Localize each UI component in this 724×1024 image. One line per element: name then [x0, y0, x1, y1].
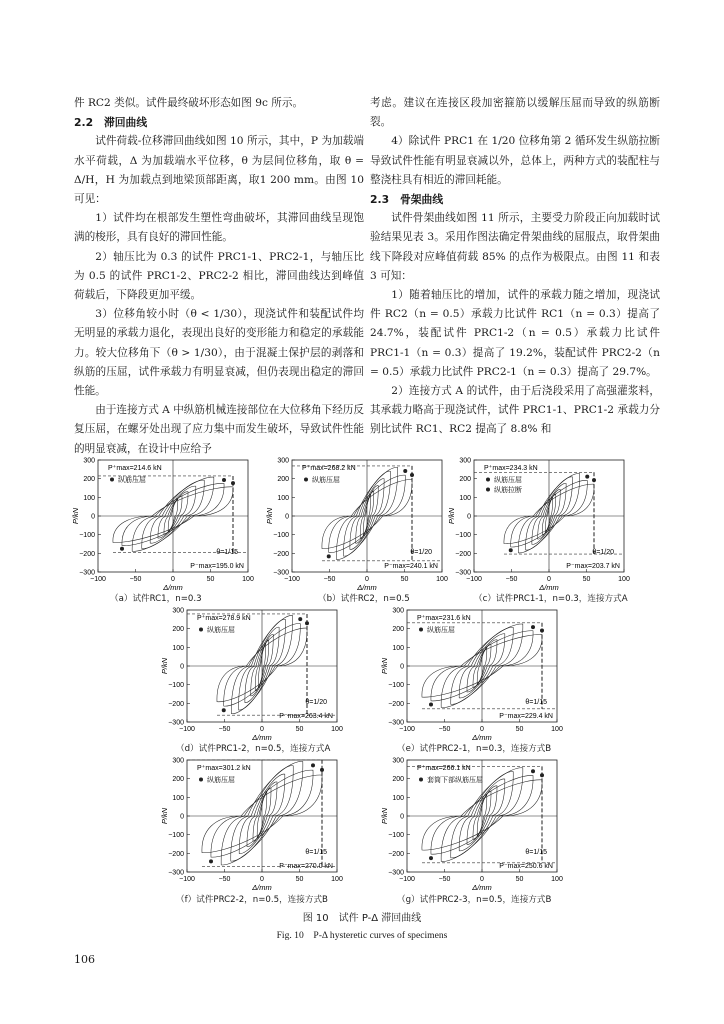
y-tick-label: 200: [172, 626, 184, 634]
paragraph: 1）试件均在根部发生塑性弯曲破坏，其滞回曲线呈现饱满的梭形，具有良好的滞回性能。: [74, 212, 364, 244]
x-tick-label: 50: [400, 576, 409, 583]
x-tick-label: −50: [218, 726, 231, 733]
x-tick-label: 100: [551, 726, 563, 733]
x-tick-label: −50: [505, 576, 518, 583]
x-tick-label: 100: [331, 876, 343, 883]
subfigure-caption-b: （b）试件RC2，n=0.5: [318, 594, 410, 604]
buckling-marker: [403, 469, 407, 473]
x-tick-label: −50: [323, 576, 336, 583]
section-heading-2-3: 2.3 骨架曲线: [370, 193, 444, 207]
drift-label: θ=1/15: [525, 849, 547, 856]
subfigure-caption-f: （f）试件PRC2-2，n=0.5，连接方式B: [176, 895, 328, 905]
hysteresis-chart-c: [447, 457, 630, 598]
x-tick-label: 0: [480, 726, 484, 733]
buckling-marker: [222, 708, 226, 712]
legend-label: 纵筋压屈: [494, 477, 522, 484]
peak-positive-label: P⁺max=214.6 kN: [108, 465, 162, 472]
legend-label: 纵筋压屈: [207, 777, 235, 784]
left-column: [74, 94, 364, 459]
x-tick-label: 100: [331, 726, 343, 733]
paragraph: 2）连接方式 A 的试件，由于后浇段采用了高强灌浆料，其承载力略高于现浇试件，试件 PRC1-1、PRC1-2 承载力分别比试件 RC1、RC2 提高了 8.8% 和: [370, 385, 660, 436]
y-tick-label: 0: [400, 663, 404, 671]
y-tick-label: 0: [285, 513, 289, 521]
buckling-marker: [222, 478, 226, 482]
legend-label: 纵筋压屈: [207, 627, 235, 634]
x-axis-label: Δ/mm: [163, 583, 183, 592]
paragraph: 4）除试件 PRC1 在 1/20 位移角第 2 循环发生纵筋拉断导致试件性能有明显衰减以外，总体上，两种方式的装配柱与整浇柱具有相近的滞回耗能。: [370, 135, 660, 186]
page-number: 106: [74, 953, 95, 966]
buckling-marker: [120, 547, 124, 551]
y-tick-label: 0: [467, 513, 471, 521]
y-tick-label: 300: [172, 607, 184, 615]
buckling-marker: [531, 625, 535, 629]
x-tick-label: 50: [295, 876, 304, 883]
paragraph: 3）位移角较小时（θ < 1/30），现浇试件和装配试件均无明显的承载力退化，表现出良好的变形能力和稳定的承载能力。较大位移角下（θ > 1/30），由于混凝土保护层的剥落和纵筋的压屈，试件承载力有明显衰减，但仍表现出稳定的滞回性能。: [74, 308, 364, 398]
buckling-marker: [305, 621, 309, 625]
y-tick-label: 300: [392, 757, 404, 765]
y-tick-label: 0: [180, 663, 184, 671]
buckling-marker: [320, 768, 324, 772]
legend-label: 纵筋拉断: [494, 487, 522, 494]
legend-label: 套筒下部纵筋压屈: [427, 777, 483, 784]
drift-label: θ=1/20: [305, 699, 327, 706]
y-axis-label: P/kN: [160, 807, 169, 825]
y-tick-label: −200: [455, 550, 471, 558]
y-tick-label: 100: [83, 494, 95, 502]
subfigure-caption-e: （e）试件PRC2-1，n=0.3，连接方式B: [397, 744, 552, 754]
legend-marker: [304, 478, 308, 482]
peak-positive-label: P⁺max=268.2 kN: [302, 465, 356, 472]
peak-negative-label: P⁻max=270.0 kN: [279, 863, 333, 870]
drift-label: θ=1/15: [305, 849, 327, 856]
paragraph: 件 RC2 类似。试件最终破坏形态如图 9c 所示。: [74, 97, 304, 109]
drift-label: θ=1/15: [525, 699, 547, 706]
buckling-marker: [540, 773, 544, 777]
section-heading-2-2: 2.2 滞回曲线: [74, 116, 148, 130]
y-tick-label: 100: [172, 644, 184, 652]
y-tick-label: −300: [388, 719, 404, 727]
drift-label: θ=1/20: [592, 549, 614, 556]
y-tick-label: −200: [79, 550, 95, 558]
y-axis-label: P/kN: [71, 507, 80, 525]
x-tick-label: 100: [551, 876, 563, 883]
y-tick-label: −100: [168, 832, 184, 840]
y-tick-label: 300: [277, 457, 289, 465]
legend-marker: [419, 778, 423, 782]
subfigure-caption-g: （g）试件PRC2-3，n=0.5，连接方式B: [397, 895, 552, 905]
y-tick-label: −200: [273, 550, 289, 558]
buckling-marker: [585, 475, 589, 479]
legend-label: 纵筋压屈: [312, 477, 340, 484]
peak-negative-label: P⁻max=263.4 kN: [279, 713, 333, 720]
y-tick-label: 300: [83, 457, 95, 465]
y-axis-label: P/kN: [380, 807, 389, 825]
paragraph: 1）随着轴压比的增加，试件的承载力随之增加，现浇试件 RC2（n = 0.5）承载力比试件 RC1（n = 0.3）提高了 24.7%，装配试件 PRC1-2（n = 0.5）承载力比试件 PRC1-1（n = 0.3）提高了 19.2%，装配试件 PRC2-2（n = 0.5）承载力比试件 PRC2-1（n = 0.3）提高了 29.7%。: [370, 289, 660, 378]
y-tick-label: −300: [455, 569, 471, 577]
legend-marker: [199, 628, 203, 632]
buckling-marker: [231, 481, 235, 485]
y-tick-label: −200: [388, 850, 404, 858]
legend-label: 纵筋压屈: [118, 477, 146, 484]
subfigure-caption-d: （d）试件PRC1-2，n=0.5，连接方式A: [176, 744, 331, 754]
buckling-marker: [327, 554, 331, 558]
x-tick-label: −50: [438, 876, 451, 883]
x-tick-label: −50: [438, 726, 451, 733]
x-tick-label: 0: [260, 876, 264, 883]
paragraph: 2）轴压比为 0.3 的试件 PRC1-1、PRC2-1，与轴压比为 0.5 的试件 PRC1-2、PRC2-2 相比，滞回曲线达到峰值荷载后，下降段更加平缓。: [74, 250, 364, 302]
y-tick-label: −100: [388, 832, 404, 840]
x-tick-label: 50: [582, 576, 591, 583]
paragraph: 试件荷载-位移滞回曲线如图 10 所示，其中，P 为加载端水平荷载，Δ 为加载端水平位移，θ 为层间位移角，取 θ = Δ/H，H 为加载点到地梁顶部距离，取1 200 mm。由图 10 可见：: [74, 135, 364, 206]
y-tick-label: 200: [392, 776, 404, 784]
y-tick-label: 100: [392, 794, 404, 802]
x-tick-label: 0: [260, 726, 264, 733]
drift-label: θ=1/15: [216, 549, 238, 556]
figure-caption-cn: 图 10 试件 P-Δ 滞回曲线: [302, 913, 422, 924]
peak-negative-label: P⁻max=250.6 kN: [499, 863, 553, 870]
y-tick-label: −100: [168, 682, 184, 690]
y-axis-label: P/kN: [380, 657, 389, 675]
buckling-marker: [429, 856, 433, 860]
x-tick-label: −100: [179, 876, 195, 883]
x-tick-label: 50: [515, 876, 524, 883]
y-tick-label: −300: [273, 569, 289, 577]
x-tick-label: 0: [171, 576, 175, 583]
y-tick-label: 200: [459, 476, 471, 484]
y-tick-label: 0: [400, 813, 404, 821]
legend-marker: [486, 478, 490, 482]
buckling-marker: [209, 859, 213, 863]
paragraph: 考虑。建议在连接区段加密箍筋以缓解压屈而导致的纵筋断裂。: [370, 97, 660, 129]
y-tick-label: 0: [180, 813, 184, 821]
x-tick-label: 50: [295, 726, 304, 733]
y-tick-label: 0: [91, 513, 95, 521]
x-tick-label: 100: [242, 576, 254, 583]
y-tick-label: 300: [459, 457, 471, 465]
x-tick-label: −100: [90, 576, 106, 583]
x-tick-label: −100: [399, 726, 415, 733]
x-tick-label: −100: [179, 726, 195, 733]
x-tick-label: −50: [218, 876, 231, 883]
legend-marker: [110, 478, 114, 482]
subfigure-caption-a: （a）试件RC1，n=0.3: [110, 594, 202, 604]
legend-marker: [199, 778, 203, 782]
legend-marker: [419, 628, 423, 632]
x-tick-label: −100: [284, 576, 300, 583]
x-tick-label: 0: [480, 876, 484, 883]
peak-positive-label: P⁺max=301.2 kN: [197, 765, 251, 772]
y-tick-label: −300: [168, 869, 184, 877]
y-tick-label: −100: [388, 682, 404, 690]
subfigure-caption-c: （c）试件PRC1-1，n=0.3，连接方式A: [474, 594, 628, 604]
x-tick-label: 50: [206, 576, 215, 583]
y-axis-label: P/kN: [265, 507, 274, 525]
hysteresis-chart-e: [380, 607, 563, 748]
hysteresis-chart-f: [160, 757, 343, 898]
y-axis-label: P/kN: [160, 657, 169, 675]
peak-positive-label: P⁺max=234.3 kN: [484, 465, 538, 472]
hysteresis-chart-d: [160, 607, 343, 748]
x-tick-label: −100: [466, 576, 482, 583]
y-tick-label: −300: [79, 569, 95, 577]
x-axis-label: Δ/mm: [472, 733, 492, 742]
buckling-marker: [531, 769, 535, 773]
y-tick-label: −200: [168, 700, 184, 708]
buckling-marker: [311, 763, 315, 767]
peak-positive-label: P⁺max=266.1 kN: [417, 765, 471, 772]
hysteresis-chart-b: [265, 457, 448, 598]
x-tick-label: 50: [515, 726, 524, 733]
peak-positive-label: P⁺max=231.6 kN: [417, 615, 471, 622]
y-tick-label: −300: [168, 719, 184, 727]
legend-marker: [486, 488, 490, 492]
y-tick-label: −100: [273, 532, 289, 540]
paragraph: 由于连接方式 A 中纵筋机械连接部位在大位移角下经历反复压屈，在螺牙处出现了应力集中而发生破坏，导致试件性能的明显衰减，在设计中应给予: [74, 404, 364, 455]
y-tick-label: −100: [79, 532, 95, 540]
x-axis-label: Δ/mm: [539, 583, 559, 592]
buckling-marker: [509, 548, 513, 552]
right-column: [370, 94, 660, 440]
x-tick-label: −100: [399, 876, 415, 883]
y-tick-label: 100: [459, 494, 471, 502]
buckling-marker: [540, 629, 544, 633]
x-axis-label: Δ/mm: [252, 733, 272, 742]
x-tick-label: 100: [618, 576, 630, 583]
y-tick-label: 100: [392, 644, 404, 652]
hysteresis-chart-a: [71, 457, 254, 598]
hysteresis-chart-g: [380, 757, 563, 898]
y-tick-label: 100: [277, 494, 289, 502]
peak-positive-label: P⁺max=278.9 kN: [197, 615, 251, 622]
y-tick-label: −200: [388, 700, 404, 708]
y-tick-label: 200: [392, 626, 404, 634]
y-tick-label: 100: [172, 794, 184, 802]
buckling-marker: [298, 617, 302, 621]
peak-negative-label: P⁻max=203.7 kN: [566, 563, 620, 570]
y-axis-label: P/kN: [447, 507, 456, 525]
legend-label: 纵筋压屈: [427, 627, 455, 634]
buckling-marker: [592, 478, 596, 482]
x-axis-label: Δ/mm: [252, 883, 272, 892]
paragraph: 试件骨架曲线如图 11 所示，主要受力阶段正向加载时试验结果见表 3。采用作图法确定骨架曲线的屈服点，取骨架曲线下降段对应峰值荷载 85% 的点作为极限点。由图 11 和表 3 可知：: [370, 212, 660, 282]
peak-negative-label: P⁻max=229.4 kN: [499, 713, 553, 720]
peak-negative-label: P⁻max=240.1 kN: [384, 563, 438, 570]
x-tick-label: −50: [129, 576, 142, 583]
x-tick-label: 0: [547, 576, 551, 583]
x-tick-label: 100: [436, 576, 448, 583]
y-tick-label: −300: [388, 869, 404, 877]
drift-label: θ=1/20: [410, 549, 432, 556]
figure-caption-en: Fig. 10 P-Δ hysteretic curves of specimens: [276, 930, 448, 941]
y-tick-label: 200: [83, 476, 95, 484]
y-tick-label: 200: [172, 776, 184, 784]
x-tick-label: 0: [365, 576, 369, 583]
x-axis-label: Δ/mm: [357, 583, 377, 592]
y-tick-label: −100: [455, 532, 471, 540]
y-tick-label: 200: [277, 476, 289, 484]
peak-negative-label: P⁻max=195.0 kN: [190, 563, 244, 570]
y-tick-label: −200: [168, 850, 184, 858]
buckling-marker: [429, 703, 433, 707]
y-tick-label: 300: [392, 607, 404, 615]
buckling-marker: [410, 473, 414, 477]
x-axis-label: Δ/mm: [472, 883, 492, 892]
y-tick-label: 300: [172, 757, 184, 765]
